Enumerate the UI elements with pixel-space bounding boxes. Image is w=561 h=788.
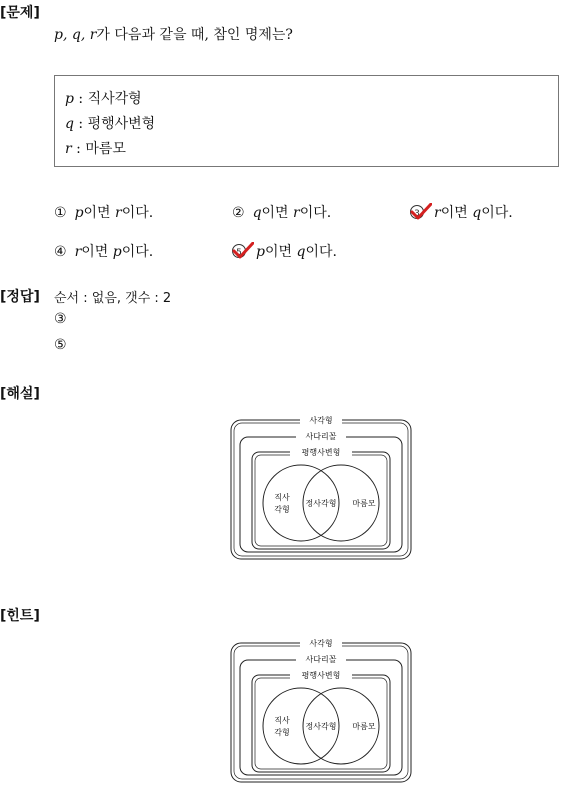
checkmark-icon bbox=[232, 242, 254, 260]
label-trapezoid: 사다리꼴 bbox=[305, 432, 337, 441]
option-number: ① bbox=[54, 205, 67, 221]
option-number: ② bbox=[232, 205, 245, 221]
option-4[interactable]: ④ r이면 p이다. bbox=[54, 244, 154, 260]
definition-r: r : 마름모 bbox=[65, 141, 126, 157]
label-rectangle: 직사 bbox=[274, 493, 290, 502]
option-number: ④ bbox=[54, 244, 67, 260]
label-rectangle: 각형 bbox=[274, 728, 290, 737]
prompt-vars: p, q, r bbox=[54, 27, 97, 43]
label-rhombus: 마름모 bbox=[352, 499, 376, 508]
label-quadrilateral: 사각형 bbox=[309, 416, 333, 425]
answer-meta: 순서 : 없음, 갯수 : 2 bbox=[54, 291, 172, 306]
answer-heading: [정답] bbox=[0, 289, 40, 305]
label-parallelogram: 평행사변형 bbox=[301, 671, 341, 680]
answer-item: ③ bbox=[54, 311, 67, 327]
label-trapezoid: 사다리꼴 bbox=[305, 655, 337, 664]
option-3[interactable]: 3 r이면 q이다. bbox=[410, 202, 513, 222]
explanation-venn-diagram bbox=[228, 413, 414, 561]
hint-venn-diagram bbox=[228, 636, 414, 784]
label-square: 정사각형 bbox=[305, 722, 337, 731]
label-parallelogram: 평행사변형 bbox=[301, 448, 341, 457]
label-square: 정사각형 bbox=[305, 499, 337, 508]
svg-text:5: 5 bbox=[236, 248, 242, 258]
option-2[interactable]: ② q이면 r이다. bbox=[232, 205, 332, 221]
checkmark-icon bbox=[410, 203, 432, 221]
definition-p: p : 직사각형 bbox=[65, 91, 142, 107]
label-rectangle: 직사 bbox=[274, 716, 290, 725]
label-rhombus: 마름모 bbox=[352, 722, 376, 731]
label-quadrilateral: 사각형 bbox=[309, 639, 333, 648]
explanation-heading: [해설] bbox=[0, 386, 40, 402]
problem-heading: [문제] bbox=[0, 5, 40, 21]
option-5[interactable]: 5 p이면 q이다. bbox=[232, 241, 337, 261]
definition-q: q : 평행사변형 bbox=[65, 116, 156, 132]
definition-box bbox=[54, 75, 559, 167]
svg-text:3: 3 bbox=[414, 209, 420, 219]
option-1[interactable]: ① p이면 r이다. bbox=[54, 205, 154, 221]
hint-heading: [힌트] bbox=[0, 608, 40, 624]
prompt-text: 가 다음과 같을 때, 참인 명제는? bbox=[96, 27, 293, 43]
problem-prompt bbox=[54, 24, 293, 44]
answer-item: ⑤ bbox=[54, 337, 67, 353]
label-rectangle: 각형 bbox=[274, 505, 290, 514]
